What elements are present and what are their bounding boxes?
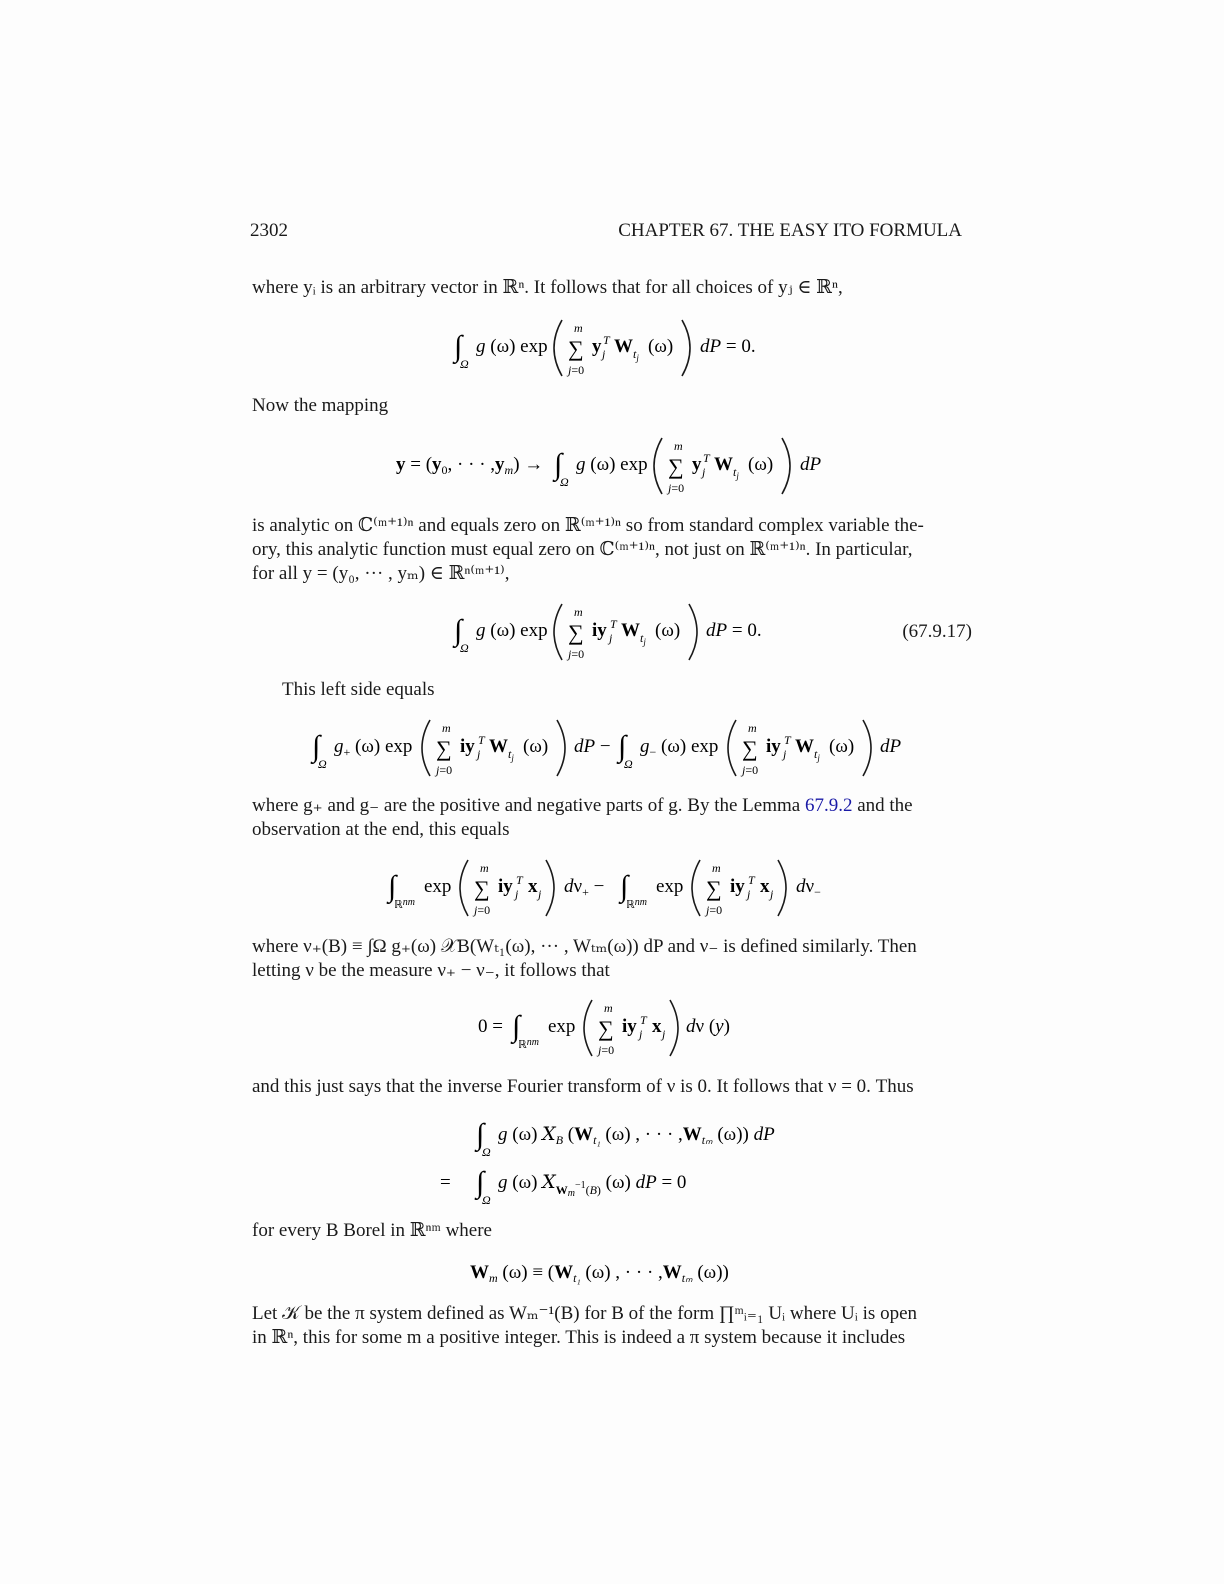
svg-text:j=0: j=0 bbox=[568, 647, 585, 661]
paragraph-5-text-a: where g₊ and g₋ are the positive and negative parts of g. By the Lemma bbox=[252, 795, 805, 816]
equation-3-number: (67.9.17) bbox=[902, 621, 972, 642]
paragraph-5-line-2: observation at the end, this equals bbox=[252, 819, 510, 840]
svg-text:g (ω) XB (Wt₁ (ω) , · · · ,Wtₘ: g (ω) $X_B$ ($W_{t_1}$ (ω) , · · · $,W_{t_m}$ (ω)) dP bbox=[498, 1123, 775, 1147]
svg-text:W: W bbox=[795, 736, 814, 757]
svg-text:g+ (ω) exp: $g_+$ (ω) exp bbox=[334, 736, 413, 759]
svg-text:∑: ∑ bbox=[742, 736, 758, 761]
svg-text:iy: iy bbox=[766, 736, 781, 757]
paragraph-7: and this just says that the inverse Fourier transform of ν is 0. It follows that ν = 0. Thus bbox=[252, 1076, 914, 1097]
svg-text:tj: $t_j$ bbox=[640, 631, 646, 647]
svg-text:m: m bbox=[480, 861, 489, 875]
svg-text:m: m bbox=[712, 861, 721, 875]
equation-7-render bbox=[440, 1110, 800, 1214]
svg-text:ℝnm: ℝnm bbox=[394, 897, 415, 911]
svg-text:tj: $t_j$ bbox=[814, 747, 820, 763]
svg-text:iy: iy bbox=[460, 736, 475, 757]
paragraph-6-line-2: letting ν be the measure ν₊ − ν₋, it follows that bbox=[252, 960, 610, 981]
svg-text:T: T bbox=[478, 733, 485, 747]
svg-text:(ω): (ω) bbox=[829, 736, 855, 757]
svg-text:∫: ∫ bbox=[476, 1166, 485, 1199]
svg-text:j: j bbox=[639, 1027, 643, 1041]
equation-4-render bbox=[312, 716, 912, 780]
equation-4 bbox=[312, 716, 912, 780]
svg-text:Ω: Ω bbox=[318, 757, 327, 771]
svg-text:∫: ∫ bbox=[454, 330, 463, 363]
svg-text:m: m bbox=[748, 721, 757, 735]
svg-text:dν−: $d\nu_-$ bbox=[796, 876, 821, 899]
svg-text:j: j bbox=[515, 887, 519, 901]
svg-text:j: j bbox=[747, 887, 751, 901]
svg-text:m: m bbox=[674, 439, 683, 453]
svg-text:∫: ∫ bbox=[512, 1010, 521, 1043]
svg-text:y: y bbox=[692, 454, 702, 475]
svg-text:dν (y): dν (y) bbox=[686, 1016, 730, 1037]
equation-6-render bbox=[478, 996, 748, 1060]
svg-text:exp: exp bbox=[424, 876, 452, 897]
svg-text:dP −: dP − bbox=[574, 736, 611, 757]
equation-2 bbox=[396, 434, 836, 498]
svg-text:j=0: j=0 bbox=[742, 763, 759, 777]
svg-text:m: m bbox=[574, 321, 583, 335]
svg-text:tj: $t_j$ bbox=[633, 347, 639, 363]
svg-text:tj: $t_j$ bbox=[508, 747, 514, 763]
svg-text:m: m bbox=[604, 1001, 613, 1015]
svg-text:∫: ∫ bbox=[388, 870, 397, 903]
paragraph-3-line-1: is analytic on ℂ⁽ᵐ⁺¹⁾ⁿ and equals zero on ℝ⁽ᵐ⁺¹⁾ⁿ so from standard complex variable the- bbox=[252, 515, 924, 536]
svg-text:dP = 0.: dP = 0. bbox=[706, 620, 762, 641]
paragraph-4: This left side equals bbox=[282, 679, 435, 700]
svg-text:j=0: j=0 bbox=[668, 481, 685, 495]
svg-text:(ω): (ω) bbox=[655, 620, 681, 641]
svg-text:y: y bbox=[592, 336, 602, 357]
svg-text:Ω: Ω bbox=[460, 357, 469, 371]
svg-text:x: x bbox=[652, 1016, 662, 1037]
svg-text:∑: ∑ bbox=[436, 736, 452, 761]
svg-text:j: j bbox=[609, 631, 613, 645]
svg-text:∑: ∑ bbox=[668, 454, 684, 479]
svg-text:(ω): (ω) bbox=[523, 736, 549, 757]
svg-text:W: W bbox=[489, 736, 508, 757]
svg-text:x: x bbox=[528, 876, 538, 897]
svg-text:∑: ∑ bbox=[568, 336, 584, 361]
equation-3 bbox=[450, 600, 780, 664]
paragraph-6-line-1: where ν₊(B) ≡ ∫Ω g₊(ω) 𝒳B(Wₜ₁(ω), ··· , Wₜₘ(ω)) dP and ν₋ is defined similarly. Then bbox=[252, 936, 917, 957]
svg-text:g (ω) exp: g (ω) exp bbox=[576, 454, 648, 475]
paragraph-8: for every B Borel in ℝⁿᵐ where bbox=[252, 1220, 492, 1241]
paragraph-9-line-1: Let 𝒦 be the π system defined as Wₘ⁻¹(B) for B of the form ∏ᵐᵢ₌₁ Uᵢ where Uᵢ is open bbox=[252, 1303, 917, 1324]
svg-text:j=0: j=0 bbox=[436, 763, 453, 777]
equation-5 bbox=[388, 856, 848, 920]
svg-text:Ω: Ω bbox=[482, 1145, 491, 1159]
page-number: 2302 bbox=[250, 220, 288, 241]
paragraph-5-line-1 bbox=[252, 794, 972, 818]
equation-7 bbox=[440, 1110, 800, 1214]
svg-text:j=0: j=0 bbox=[598, 1043, 615, 1057]
svg-text:exp: exp bbox=[548, 1016, 576, 1037]
svg-text:exp: exp bbox=[656, 876, 684, 897]
svg-text:∫: ∫ bbox=[312, 730, 321, 763]
paragraph-1: where yᵢ is an arbitrary vector in ℝⁿ. It follows that for all choices of yⱼ ∈ ℝⁿ, bbox=[252, 277, 843, 298]
svg-text:dν+ −: $d\nu_+$ − bbox=[564, 876, 605, 899]
svg-text:j: j bbox=[477, 747, 481, 761]
svg-text:j: j bbox=[783, 747, 787, 761]
svg-text:∫: ∫ bbox=[476, 1118, 485, 1151]
equation-3-render bbox=[450, 600, 780, 664]
svg-text:j=0: j=0 bbox=[706, 903, 723, 917]
svg-text:j: j bbox=[662, 1027, 666, 1041]
lemma-link[interactable]: 67.9.2 bbox=[804, 795, 853, 816]
equation-2-render bbox=[396, 434, 836, 498]
equation-5-render bbox=[388, 856, 848, 920]
svg-text:T: T bbox=[748, 873, 755, 887]
svg-text:ℝnm: ℝnm bbox=[626, 897, 647, 911]
svg-text:iy: iy bbox=[498, 876, 513, 897]
svg-text:dP: dP bbox=[800, 454, 822, 475]
paragraph-9-line-2: in ℝⁿ, this for some m a positive integer. This is indeed a π system because it includes bbox=[252, 1327, 906, 1348]
svg-text:=: = bbox=[440, 1172, 451, 1193]
equation-1-render bbox=[450, 316, 770, 380]
svg-text:Ω: Ω bbox=[460, 641, 469, 655]
svg-text:0 =: 0 = bbox=[478, 1016, 503, 1037]
svg-text:T: T bbox=[603, 333, 610, 347]
svg-text:j: j bbox=[538, 887, 542, 901]
svg-text:∫: ∫ bbox=[454, 614, 463, 647]
svg-text:(ω): (ω) bbox=[648, 336, 674, 357]
paragraph-2: Now the mapping bbox=[252, 395, 389, 416]
svg-text:g (ω) exp: g (ω) exp bbox=[476, 336, 548, 357]
paragraph-3-line-2: ory, this analytic function must equal zero on ℂ⁽ᵐ⁺¹⁾ⁿ, not just on ℝ⁽ᵐ⁺¹⁾ⁿ. In particular, bbox=[252, 539, 913, 560]
svg-text:∑: ∑ bbox=[568, 620, 584, 645]
svg-text:iy: iy bbox=[730, 876, 745, 897]
svg-text:m: m bbox=[442, 721, 451, 735]
svg-text:∫: ∫ bbox=[554, 448, 563, 481]
equation-8-render bbox=[470, 1256, 760, 1292]
svg-text:tj: $t_j$ bbox=[733, 465, 739, 481]
svg-text:T: T bbox=[703, 451, 710, 465]
svg-text:j: j bbox=[702, 465, 706, 479]
svg-text:iy: iy bbox=[622, 1016, 637, 1037]
svg-text:∑: ∑ bbox=[706, 876, 722, 901]
svg-text:m: m bbox=[574, 605, 583, 619]
svg-text:j=0: j=0 bbox=[568, 363, 585, 377]
svg-text:T: T bbox=[784, 733, 791, 747]
svg-text:dP = 0.: dP = 0. bbox=[700, 336, 756, 357]
equation-6 bbox=[478, 996, 748, 1060]
svg-text:dP: dP bbox=[880, 736, 902, 757]
svg-text:y = (y0, · · · ,ym) →: $y = (y_0$, · · · $,y_m$) → bbox=[396, 454, 544, 477]
svg-text:W: W bbox=[621, 620, 640, 641]
svg-text:∫: ∫ bbox=[620, 870, 629, 903]
svg-text:(ω): (ω) bbox=[748, 454, 774, 475]
paragraph-3-line-3: for all y = (y₀, ··· , yₘ) ∈ ℝⁿ⁽ᵐ⁺¹⁾, bbox=[252, 563, 510, 584]
paragraph-5-text-b: and the bbox=[852, 795, 913, 816]
svg-text:g (ω) XWm−1(B) (ω) dP = 0: g (ω) $X_Wm^{-1}_(B$) (ω) dP = 0 bbox=[498, 1171, 687, 1199]
svg-text:x: x bbox=[760, 876, 770, 897]
svg-text:∑: ∑ bbox=[598, 1016, 614, 1041]
svg-text:Wm (ω) ≡ (Wt₁ (ω) , · · · ,Wtₘ: $W_m$ $(\omega) \equiv (W_{t_1}$ (ω) , · · · $,W_{t_m}$ (ω)) bbox=[470, 1262, 729, 1285]
svg-text:iy: iy bbox=[592, 620, 607, 641]
svg-text:g− (ω) exp: $g_-$ (ω) exp bbox=[640, 736, 719, 759]
svg-text:j=0: j=0 bbox=[474, 903, 491, 917]
svg-text:j: j bbox=[602, 347, 606, 361]
equation-1 bbox=[450, 316, 770, 380]
equation-8 bbox=[470, 1256, 760, 1292]
svg-text:g (ω) exp: g (ω) exp bbox=[476, 620, 548, 641]
svg-text:Ω: Ω bbox=[482, 1193, 491, 1207]
svg-text:W: W bbox=[714, 454, 733, 475]
svg-text:ℝnm: ℝnm bbox=[518, 1037, 539, 1051]
svg-text:Ω: Ω bbox=[624, 757, 633, 771]
svg-text:Ω: Ω bbox=[560, 475, 569, 489]
svg-text:T: T bbox=[516, 873, 523, 887]
svg-text:∑: ∑ bbox=[474, 876, 490, 901]
svg-text:∫: ∫ bbox=[618, 730, 627, 763]
svg-text:T: T bbox=[610, 617, 617, 631]
svg-text:T: T bbox=[640, 1013, 647, 1027]
chapter-title: CHAPTER 67. THE EASY ITO FORMULA bbox=[618, 220, 962, 241]
svg-text:W: W bbox=[614, 336, 633, 357]
svg-text:j: j bbox=[770, 887, 774, 901]
